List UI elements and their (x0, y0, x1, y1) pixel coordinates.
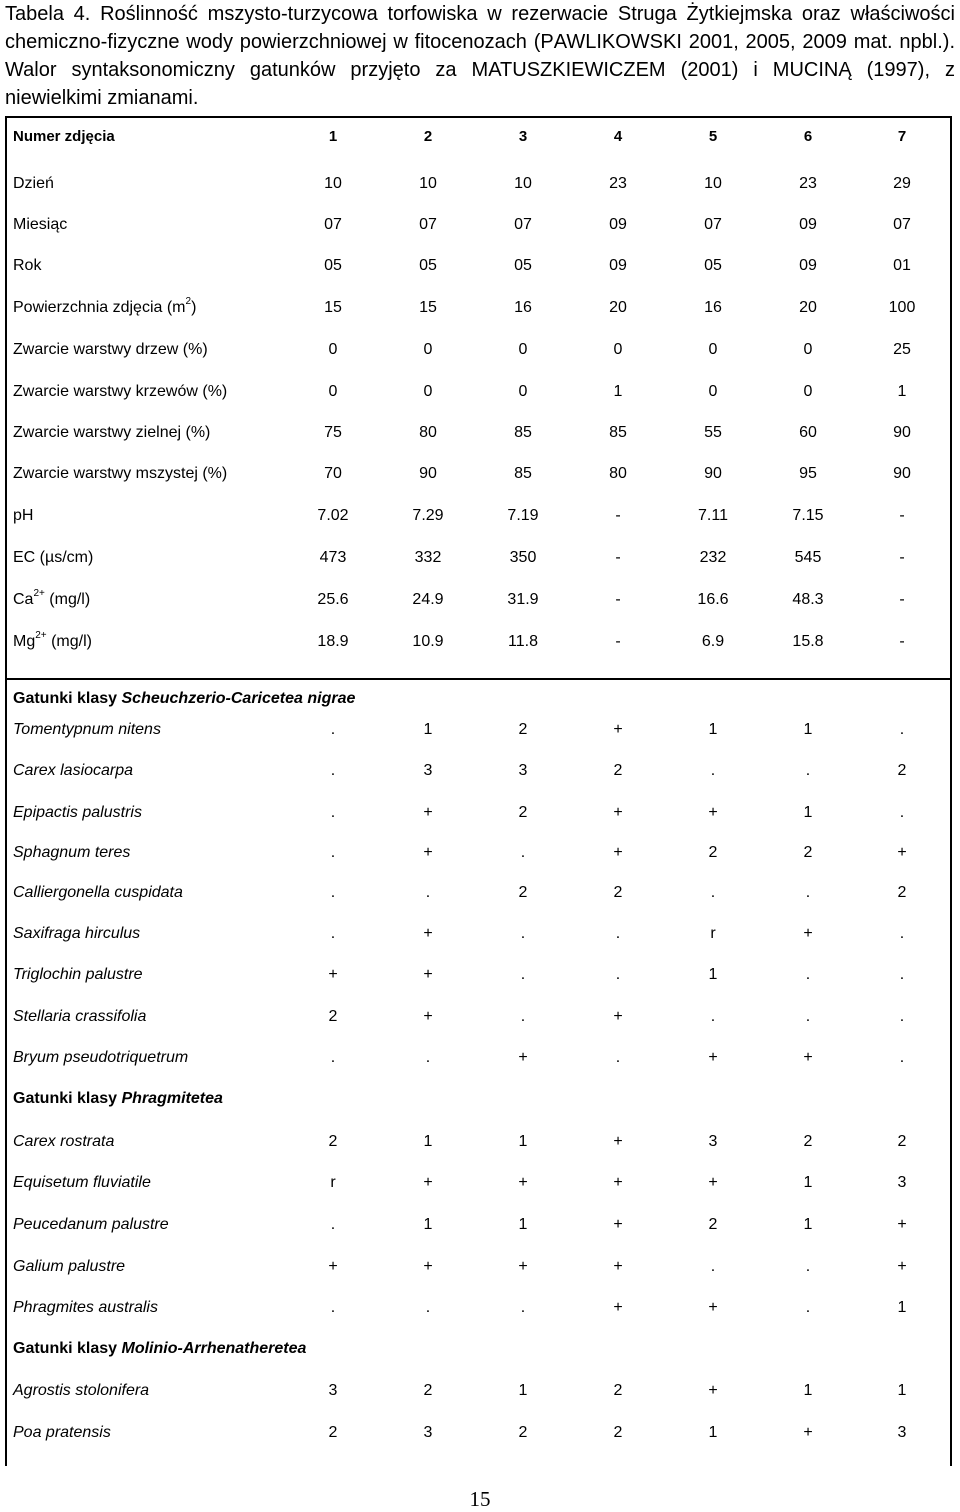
table-cell: 2 (328, 1133, 338, 1150)
table-cell: + (613, 1299, 623, 1316)
table-cell: 2 (897, 884, 907, 901)
superscript: 2+ (33, 587, 45, 599)
table-cell: + (708, 1299, 718, 1316)
table-cell: 1 (803, 1382, 813, 1399)
table-cell: 09 (609, 257, 627, 274)
table-cell: 09 (609, 216, 627, 233)
table-cell: 2 (423, 128, 433, 145)
table-cell: . (899, 925, 905, 942)
table-cell: 7.02 (317, 507, 349, 524)
row-label: Calliergonella cuspidata (13, 884, 183, 901)
class-name: Phragmitetea (121, 1090, 223, 1107)
table-cell: 20 (609, 299, 627, 316)
table-cell: 2 (708, 1216, 718, 1233)
table-cell: 2 (613, 884, 623, 901)
table-cell: 3 (423, 762, 433, 779)
table-cell: 11.8 (508, 633, 538, 650)
table-cell: 2 (613, 762, 623, 779)
table-cell: . (805, 1258, 811, 1275)
table-cell: 7 (897, 128, 907, 145)
table-cell: 0 (518, 383, 528, 400)
table-cell: 15.8 (792, 633, 824, 650)
table-cell: . (330, 925, 336, 942)
table-cell: . (899, 804, 905, 821)
table-cell: 80 (419, 424, 437, 441)
row-label: Gatunki klasy Scheuchzerio-Caricetea nigrae (13, 690, 356, 707)
row-label: Equisetum fluviatile (13, 1174, 151, 1191)
table-cell: 60 (799, 424, 817, 441)
table-cell: - (615, 507, 621, 524)
row-label: Saxifraga hirculus (13, 925, 141, 942)
table-cell: . (520, 844, 526, 861)
table-cell: 01 (893, 257, 911, 274)
table-cell: 23 (609, 175, 627, 192)
table-cell: 3 (708, 1133, 718, 1150)
superscript: 2+ (35, 629, 47, 641)
table-cell: . (520, 1299, 526, 1316)
table-cell: 0 (613, 341, 623, 358)
row-label: Dzień (13, 175, 54, 192)
table-cell: 1 (897, 1382, 907, 1399)
table-cell: - (615, 633, 621, 650)
table-cell: 70 (324, 465, 342, 482)
table-cell: 18.9 (317, 633, 349, 650)
table-cell: . (330, 762, 336, 779)
table-cell: + (423, 925, 433, 942)
table-cell: 473 (319, 549, 347, 566)
table-cell: . (899, 1008, 905, 1025)
row-label: Phragmites australis (13, 1299, 158, 1316)
table-cell: 07 (514, 216, 532, 233)
table-cell: + (708, 804, 718, 821)
row-label: EC (µs/cm) (13, 549, 94, 566)
table-cell: 16 (514, 299, 532, 316)
table-cell: + (518, 1174, 528, 1191)
row-label: Zwarcie warstwy drzew (%) (13, 341, 208, 358)
table-cell: 10 (419, 175, 437, 192)
table-cell: 90 (419, 465, 437, 482)
table-cell: - (899, 633, 905, 650)
row-label: Triglochin palustre (13, 966, 143, 983)
table-cell: 07 (893, 216, 911, 233)
table-cell: . (710, 1258, 716, 1275)
table-cell: 1 (803, 1216, 813, 1233)
row-label: Sphagnum teres (13, 844, 131, 861)
table-cell: . (805, 762, 811, 779)
table-cell: 2 (328, 1424, 338, 1441)
table-cell: 1 (328, 128, 338, 145)
table-cell: . (330, 1049, 336, 1066)
table-cell: 48.3 (792, 591, 824, 608)
table-cell: + (518, 1049, 528, 1066)
table-cell: 2 (897, 762, 907, 779)
table-cell: 09 (799, 216, 817, 233)
table-cell: 29 (893, 175, 911, 192)
table-cell: 90 (893, 465, 911, 482)
table-cell: . (330, 1216, 336, 1233)
table-cell: 80 (609, 465, 627, 482)
table-cell: 6 (803, 128, 813, 145)
table-section-rule (5, 678, 952, 680)
row-label: Powierzchnia zdjęcia $(m^2)$ (13, 295, 197, 316)
table-cell: 3 (423, 1424, 433, 1441)
table-cell: 05 (324, 257, 342, 274)
superscript: 2 (185, 295, 192, 307)
table-cell: 0 (518, 341, 528, 358)
table-cell: + (613, 804, 623, 821)
table-cell: . (520, 966, 526, 983)
table-cell: . (330, 844, 336, 861)
table-cell: 2 (613, 1382, 623, 1399)
table-cell: 1 (518, 1133, 528, 1150)
row-label: Zwarcie warstwy mszystej (%) (13, 465, 228, 482)
table-cell: 2 (518, 804, 528, 821)
table-cell: 2 (897, 1133, 907, 1150)
table-cell: 20 (799, 299, 817, 316)
table-cell: + (613, 1174, 623, 1191)
table-cell: . (330, 1299, 336, 1316)
table-cell: 1 (423, 721, 433, 738)
table-cell: + (708, 1174, 718, 1191)
row-label: $Ca^{2+}$ (mg/l) (13, 587, 91, 608)
table-cell: . (615, 966, 621, 983)
table-cell: + (897, 1258, 907, 1275)
table-cell: . (520, 1008, 526, 1025)
table-cell: 1 (518, 1216, 528, 1233)
table-cell: . (805, 966, 811, 983)
table-cell: . (710, 1008, 716, 1025)
table-cell: + (423, 844, 433, 861)
table-cell: 1 (613, 383, 623, 400)
table-cell: 10.9 (412, 633, 444, 650)
class-name: Molinio-Arrhenatheretea (121, 1340, 307, 1357)
table-cell: 5 (708, 128, 718, 145)
table-cell: + (803, 1049, 813, 1066)
table-cell: . (805, 1008, 811, 1025)
table-cell: 0 (328, 341, 338, 358)
table-cell: 1 (423, 1133, 433, 1150)
table-cell: . (330, 884, 336, 901)
table-cell: . (805, 884, 811, 901)
table-cell: 350 (509, 549, 537, 566)
table-cell: 16.6 (697, 591, 729, 608)
table-cell: + (613, 844, 623, 861)
table-cell: + (423, 1258, 433, 1275)
table-cell: 07 (324, 216, 342, 233)
table-cell: . (520, 925, 526, 942)
table-cell: . (615, 925, 621, 942)
table-cell: . (710, 762, 716, 779)
table-cell: + (423, 804, 433, 821)
table-cell: + (708, 1049, 718, 1066)
table-cell: 232 (699, 549, 727, 566)
table-cell: . (805, 1299, 811, 1316)
table-cell: 0 (803, 341, 813, 358)
table-cell: 16 (704, 299, 722, 316)
table-cell: 75 (324, 424, 342, 441)
table-cell: 2 (708, 844, 718, 861)
page-number: 15 (469, 1487, 491, 1511)
row-label: Miesiąc (13, 216, 68, 233)
table-cell: 2 (518, 1424, 528, 1441)
table-cell: 0 (423, 341, 433, 358)
table-cell: 1 (803, 721, 813, 738)
table-cell: . (710, 884, 716, 901)
table-cell: + (518, 1258, 528, 1275)
table-cell: 0 (423, 383, 433, 400)
table-cell: 85 (609, 424, 627, 441)
table-cell: . (330, 721, 336, 738)
table-cell: 2 (803, 844, 813, 861)
table-cell: 0 (803, 383, 813, 400)
table-cell: 10 (704, 175, 722, 192)
table-cell: 2 (423, 1382, 433, 1399)
table-cell: 0 (708, 383, 718, 400)
table-cell: + (613, 1216, 623, 1233)
table-cell: 3 (518, 762, 528, 779)
table-cell: 05 (419, 257, 437, 274)
table-cell: 24.9 (412, 591, 444, 608)
table-cell: 90 (893, 424, 911, 441)
table-caption: Tabela 4. Roślinność mszysto-turzycowa torfowiska w rezerwacie Struga Żytkiejmska oraz właściwości chemiczno-fizyczne wody powierzchniowej w fitocenozach (PAWLIKOWSKI 2001, 2005, 2009 mat. npbl.). Walor syntaksonomiczny gatunków przyjęto za MATUSZKIEWICZEM (2001) i MUCINĄ (1997), z niewielkimi zmianami. (5, 3, 956, 109)
table-cell: r (710, 925, 716, 942)
table-cell: 1 (897, 1299, 907, 1316)
row-label: Gatunki klasy Phragmitetea (13, 1090, 223, 1107)
table-cell: + (613, 1008, 623, 1025)
table-cell: + (423, 1008, 433, 1025)
row-label: Zwarcie warstwy zielnej (%) (13, 424, 211, 441)
table-cell: 1 (897, 383, 907, 400)
table-cell: 90 (704, 465, 722, 482)
row-label: Peucedanum palustre (13, 1216, 169, 1233)
table-cell: 7.29 (412, 507, 444, 524)
table-cell: . (425, 884, 431, 901)
table-cell: 15 (419, 299, 437, 316)
row-label: Zwarcie warstwy krzewów (%) (13, 383, 228, 400)
table-cell: . (425, 1299, 431, 1316)
table-cell: 55 (704, 424, 722, 441)
row-label: pH (13, 507, 34, 524)
table-cell: + (613, 1133, 623, 1150)
class-name: Scheuchzerio-Caricetea nigrae (121, 690, 356, 707)
table-cell: 10 (514, 175, 532, 192)
table-cell: 1 (423, 1216, 433, 1233)
table-cell: 2 (803, 1133, 813, 1150)
table-cell: - (899, 507, 905, 524)
table-cell: . (615, 1049, 621, 1066)
row-label: Carex rostrata (13, 1133, 115, 1150)
table-cell: - (615, 549, 621, 566)
table-cell: 7.11 (698, 507, 728, 524)
table-cell: 05 (514, 257, 532, 274)
table-cell: r (330, 1174, 336, 1191)
row-label: Agrostis stolonifera (13, 1382, 150, 1399)
table-cell: + (613, 721, 623, 738)
table-cell: 332 (414, 549, 442, 566)
table-cell: + (328, 1258, 338, 1275)
table-cell: 2 (518, 721, 528, 738)
table-cell: 2 (518, 884, 528, 901)
table-cell: 09 (799, 257, 817, 274)
table-cell: 05 (704, 257, 722, 274)
table-cell: 4 (613, 128, 623, 145)
table-cell: 1 (708, 1424, 718, 1441)
table-cell: 7.15 (792, 507, 824, 524)
table-cell: 1 (803, 1174, 813, 1191)
table-cell: . (330, 804, 336, 821)
row-label: Stellaria crassifolia (13, 1008, 147, 1025)
table-cell: 15 (324, 299, 342, 316)
table-cell: . (899, 1049, 905, 1066)
row-label: Numer zdjęcia (13, 128, 115, 145)
table-cell: - (899, 591, 905, 608)
table-cell: 25.6 (317, 591, 349, 608)
table-cell: 3 (897, 1174, 907, 1191)
table-cell: 1 (708, 721, 718, 738)
table-cell: 85 (514, 424, 532, 441)
table-cell: + (423, 966, 433, 983)
table-cell: + (897, 1216, 907, 1233)
table-cell: 0 (708, 341, 718, 358)
table-cell: + (328, 966, 338, 983)
row-label: Bryum pseudotriquetrum (13, 1049, 189, 1066)
table-cell: + (803, 925, 813, 942)
table-cell: 1 (708, 966, 718, 983)
row-label: Rok (13, 257, 42, 274)
table-cell: 545 (794, 549, 822, 566)
table-cell: 6.9 (701, 633, 725, 650)
table-cell: + (803, 1424, 813, 1441)
table-cell: . (899, 721, 905, 738)
table-cell: 25 (893, 341, 911, 358)
table-cell: 3 (328, 1382, 338, 1399)
table-cell: 0 (328, 383, 338, 400)
table-cell: 7.19 (507, 507, 539, 524)
table-cell: 3 (897, 1424, 907, 1441)
table-cell: 1 (803, 804, 813, 821)
table-cell: 95 (799, 465, 817, 482)
table-cell: 07 (704, 216, 722, 233)
table-cell: + (897, 844, 907, 861)
row-label: Carex lasiocarpa (13, 762, 134, 779)
table-cell: 2 (328, 1008, 338, 1025)
table-cell: 3 (518, 128, 528, 145)
table-cell: + (613, 1258, 623, 1275)
row-label: Gatunki klasy Molinio-Arrhenatheretea (13, 1340, 307, 1357)
table-cell: 2 (613, 1424, 623, 1441)
row-label: Galium palustre (13, 1258, 126, 1275)
table-cell: 23 (799, 175, 817, 192)
table-cell: 85 (514, 465, 532, 482)
table-cell: . (899, 966, 905, 983)
row-label: $Mg^{2+}$ (mg/l) (13, 629, 92, 650)
table-cell: + (423, 1174, 433, 1191)
table-cell: + (708, 1382, 718, 1399)
table-cell: 1 (518, 1382, 528, 1399)
table-cell: 31.9 (507, 591, 539, 608)
row-label: Epipactis palustris (13, 804, 142, 821)
table-cell: 07 (419, 216, 437, 233)
table-cell: - (615, 591, 621, 608)
table-cell: 10 (324, 175, 342, 192)
row-label: Tomentypnum nitens (13, 721, 161, 738)
table-top-rule (5, 116, 952, 118)
table-cell: - (899, 549, 905, 566)
row-label: Poa pratensis (13, 1424, 111, 1441)
table-cell: 100 (888, 299, 916, 316)
table-cell: . (425, 1049, 431, 1066)
